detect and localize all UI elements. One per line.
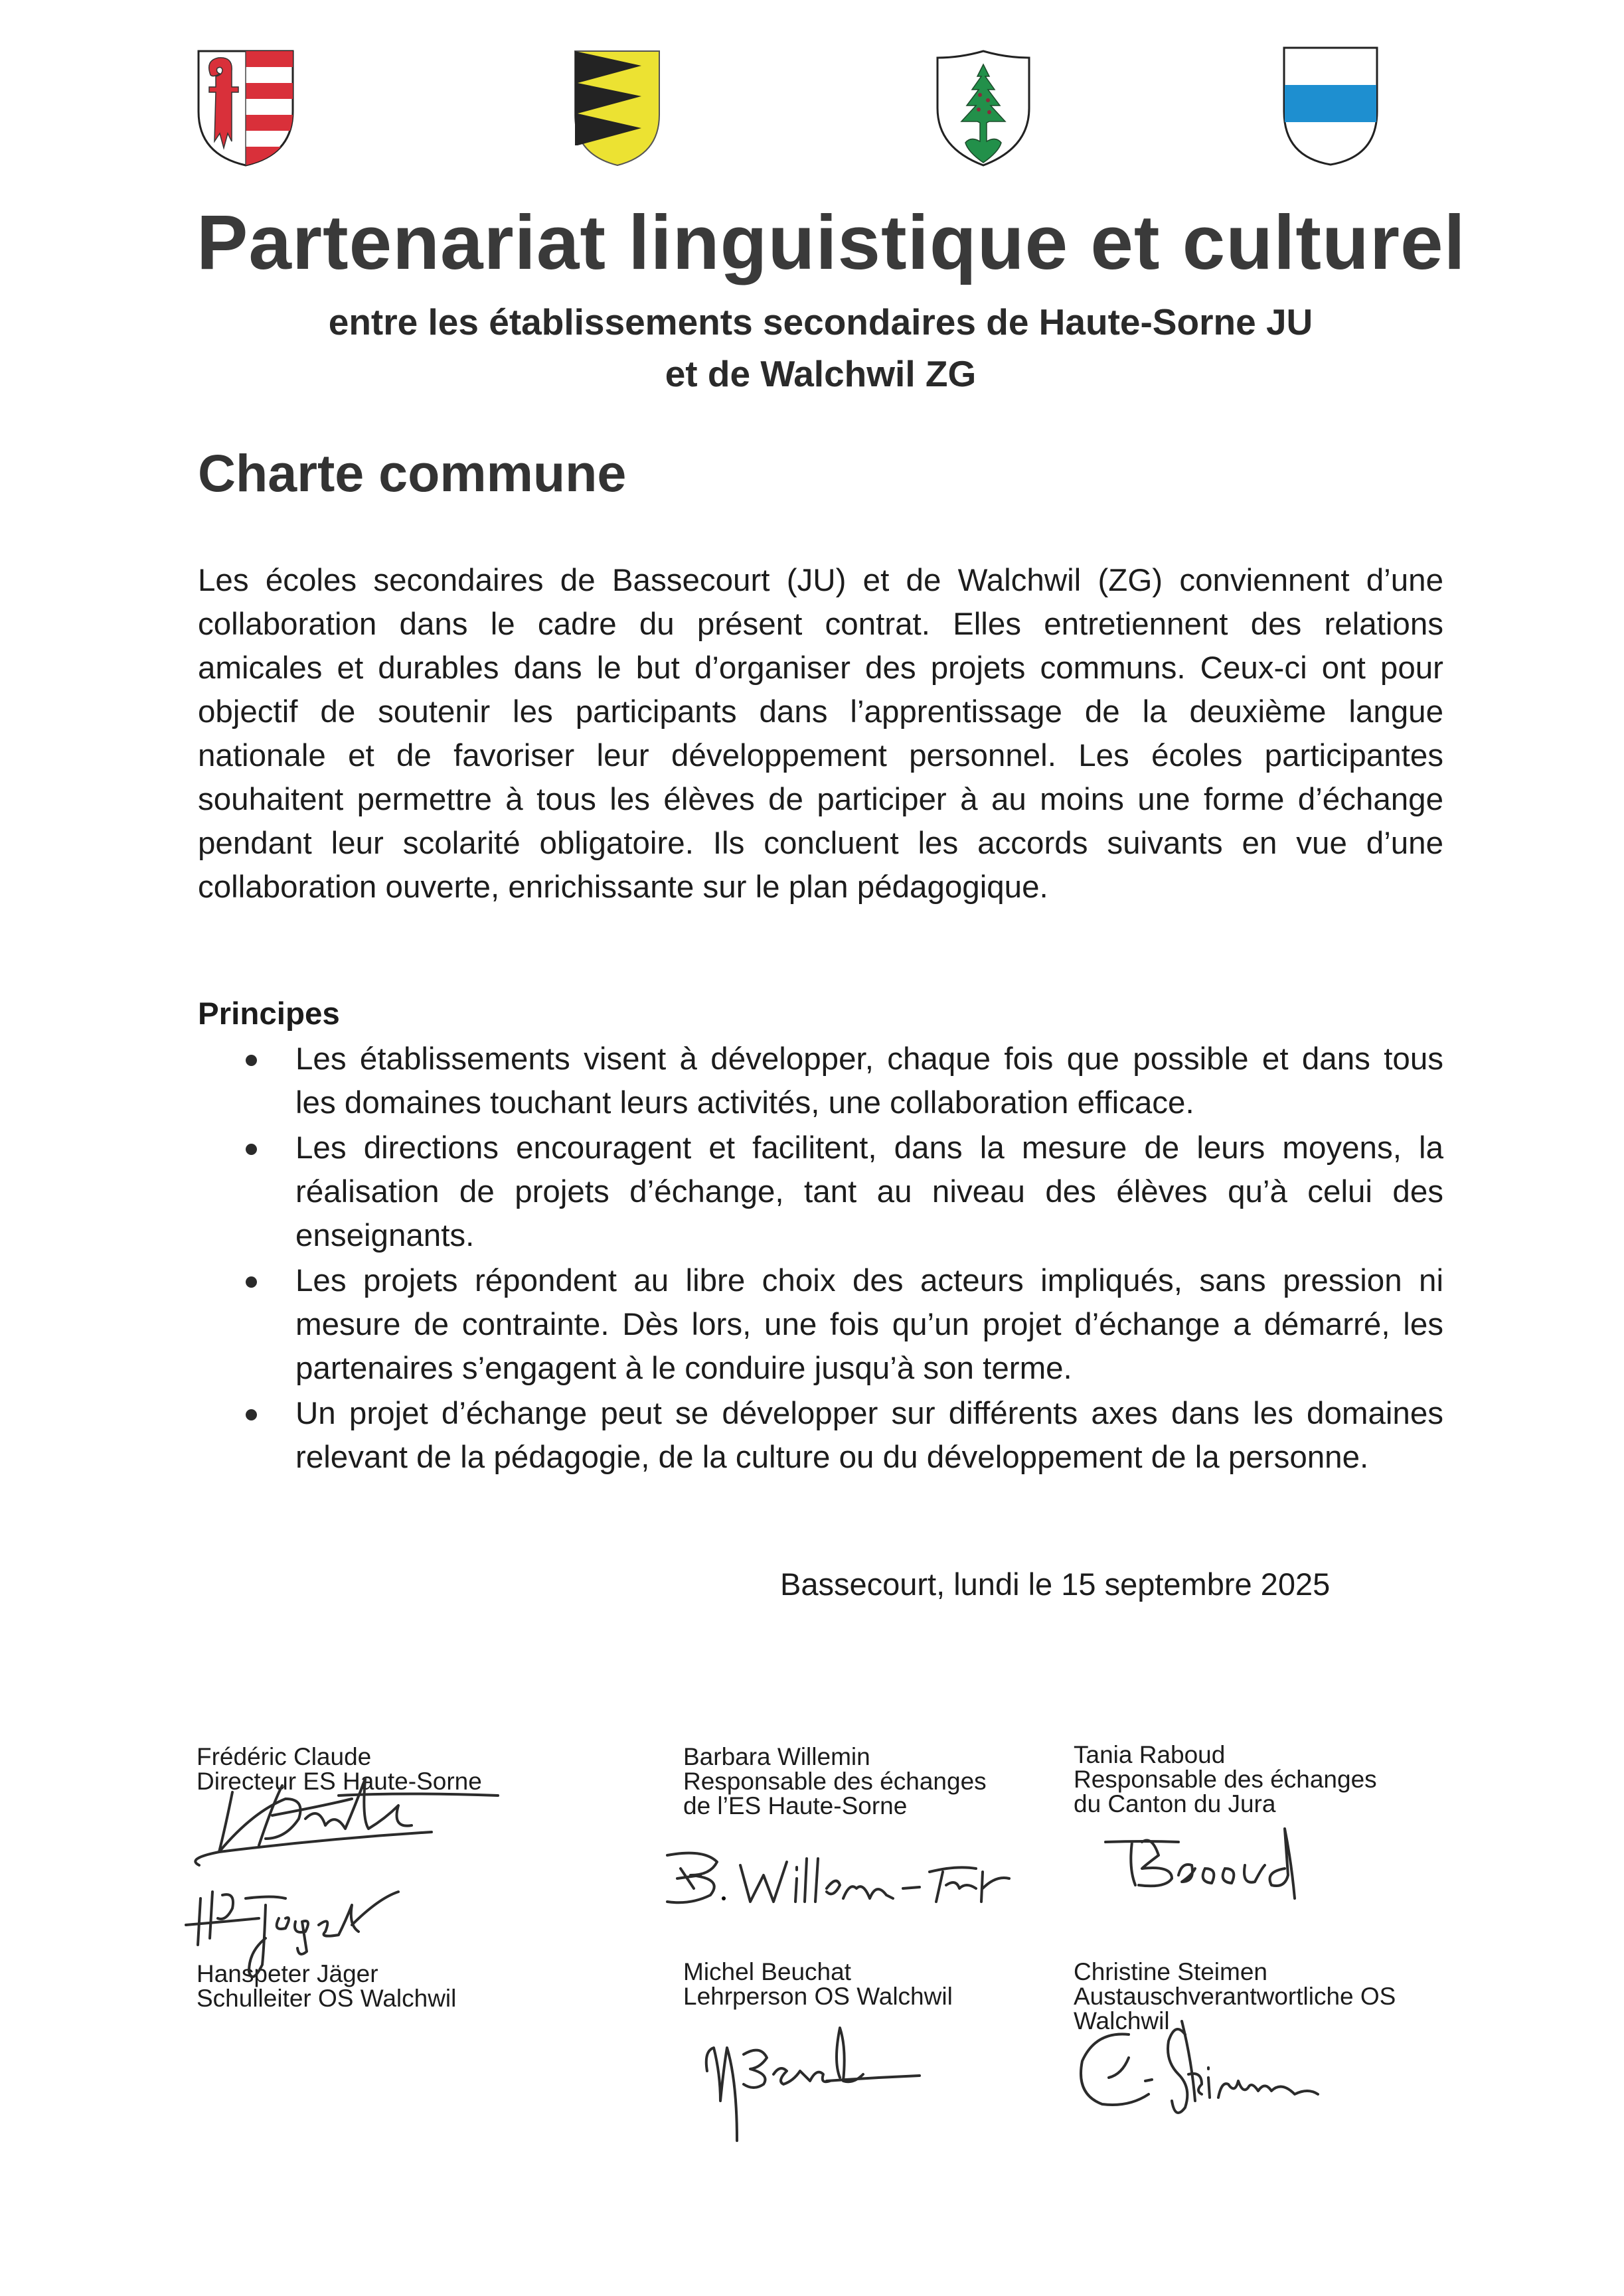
principle-item <box>198 1259 1443 1391</box>
bullet-icon <box>246 1055 257 1066</box>
handwritten-signature-icon <box>193 1766 505 1865</box>
principle-line: partenaires s’engagent à le conduire jusqu’à son terme. <box>295 1351 1072 1386</box>
paragraph-line: Les écoles secondaires de Bassecourt (JU) et de Walchwil (ZG) conviennent d’une <box>198 563 1443 598</box>
handwritten-signature-icon <box>1105 1829 1325 1912</box>
signatory-role: de l’ES Haute-Sorne <box>683 1792 908 1819</box>
principle-item <box>198 1037 1443 1125</box>
bullet-icon <box>246 1409 257 1420</box>
signatory-michel-beuchat <box>683 1959 953 2009</box>
bullet-icon <box>246 1276 257 1288</box>
paragraph-line: collaboration dans le cadre du présent contrat. Elles entretiennent des relations <box>198 607 1443 642</box>
signature-hanspeter-jaeger <box>186 1885 412 1991</box>
handwritten-signature-icon <box>1069 2021 1354 2141</box>
signatory-role: Responsable des échanges <box>1074 1766 1377 1793</box>
signatory-role: Responsable des échanges <box>683 1768 987 1795</box>
principle-line: les domaines touchant leurs activités, une collaboration efficace. <box>295 1085 1194 1120</box>
coat-of-arms-walchwil <box>572 48 662 168</box>
principles-heading: Principes <box>198 996 340 1032</box>
signatory-name: Michel Beuchat <box>683 1958 851 1985</box>
signature-christine-steimen <box>1069 2021 1354 2141</box>
bullet-icon <box>246 1144 257 1155</box>
handwritten-signature-icon <box>664 1849 1036 1908</box>
handwritten-signature-icon <box>700 2028 933 2147</box>
signature-frederic-claude <box>193 1766 505 1865</box>
walchwil-shield-icon <box>572 48 662 168</box>
place-date: Bassecourt, lundi le 15 septembre 2025 <box>780 1567 1331 1602</box>
haute-sorne-shield-icon <box>934 48 1033 168</box>
signatory-name: Frédéric Claude <box>197 1743 372 1770</box>
principle-line: mesure de contrainte. Dès lors, une fois qu’un projet d’échange a démarré, les <box>295 1307 1443 1342</box>
signatory-barbara-willemin <box>683 1744 987 1818</box>
signature-michel-beuchat <box>700 2028 933 2147</box>
principle-item <box>198 1392 1443 1480</box>
charter-heading: Charte commune <box>198 443 627 502</box>
coat-of-arms-haute-sorne <box>934 48 1033 168</box>
principle-line: enseignants. <box>295 1218 475 1253</box>
signature-tania-raboud <box>1105 1829 1325 1912</box>
signatory-role: Directeur ES Haute-Sorne <box>197 1768 482 1795</box>
coat-of-arms-jura <box>196 48 295 168</box>
principle-line: Les établissements visent à développer, chaque fois que possible et dans tous <box>295 1041 1443 1077</box>
handwritten-signature-icon <box>186 1885 412 1991</box>
signatory-role: Lehrperson OS Walchwil <box>683 1983 953 2010</box>
principle-line: réalisation de projets d’échange, tant au niveau des élèves qu’à celui des <box>295 1174 1443 1209</box>
signatory-role: Schulleiter OS Walchwil <box>197 1985 457 2012</box>
subtitle-line-2: et de Walchwil ZG <box>665 353 977 394</box>
signatory-name: Barbara Willemin <box>683 1743 870 1770</box>
coat-of-arms-zug <box>1281 45 1380 167</box>
signatory-name: Tania Raboud <box>1074 1741 1226 1768</box>
principle-line: Les directions encouragent et facilitent, dans la mesure de leurs moyens, la <box>295 1130 1443 1166</box>
paragraph-line: collaboration ouverte, enrichissante sur le plan pédagogique. <box>198 870 1048 905</box>
charter-paragraph <box>198 559 1443 909</box>
signatory-name: Hanspeter Jäger <box>197 1960 378 1987</box>
principle-line: relevant de la pédagogie, de la culture ou du développement de la personne. <box>295 1440 1369 1475</box>
signatory-role: Walchwil <box>1074 2007 1170 2034</box>
principles-list <box>198 1037 1443 1480</box>
principle-line: Les projets répondent au libre choix des acteurs impliqués, sans pression ni <box>295 1263 1443 1298</box>
subtitle-line-1: entre les établissements secondaires de Haute-Sorne JU <box>328 301 1313 343</box>
page-title: Partenariat linguistique et culturel <box>197 199 1466 285</box>
principle-line: Un projet d’échange peut se développer sur différents axes dans les domaines <box>295 1396 1443 1431</box>
paragraph-line: amicales et durables dans le but d’organiser des projets communs. Ceux-ci ont pour <box>198 651 1443 686</box>
paragraph-line: nationale et de favoriser leur développement personnel. Les écoles participantes <box>198 738 1443 773</box>
paragraph-line: pendant leur scolarité obligatoire. Ils concluent les accords suivants en vue d’une <box>198 826 1443 861</box>
zug-shield-icon <box>1281 45 1380 167</box>
signature-barbara-willemin <box>664 1849 1036 1908</box>
paragraph-line: souhaitent permettre à tous les élèves de participer à au moins une forme d’échange <box>198 782 1443 817</box>
paragraph-line: objectif de soutenir les participants dans l’apprentissage de la deuxième langue <box>198 694 1443 729</box>
signatory-name: Christine Steimen <box>1074 1958 1268 1985</box>
signatory-role: du Canton du Jura <box>1074 1790 1276 1817</box>
signatory-tania-raboud <box>1074 1742 1377 1816</box>
principle-item <box>198 1126 1443 1258</box>
signatory-role: Austauschverantwortliche OS <box>1074 1983 1396 2010</box>
jura-shield-icon <box>196 48 295 168</box>
